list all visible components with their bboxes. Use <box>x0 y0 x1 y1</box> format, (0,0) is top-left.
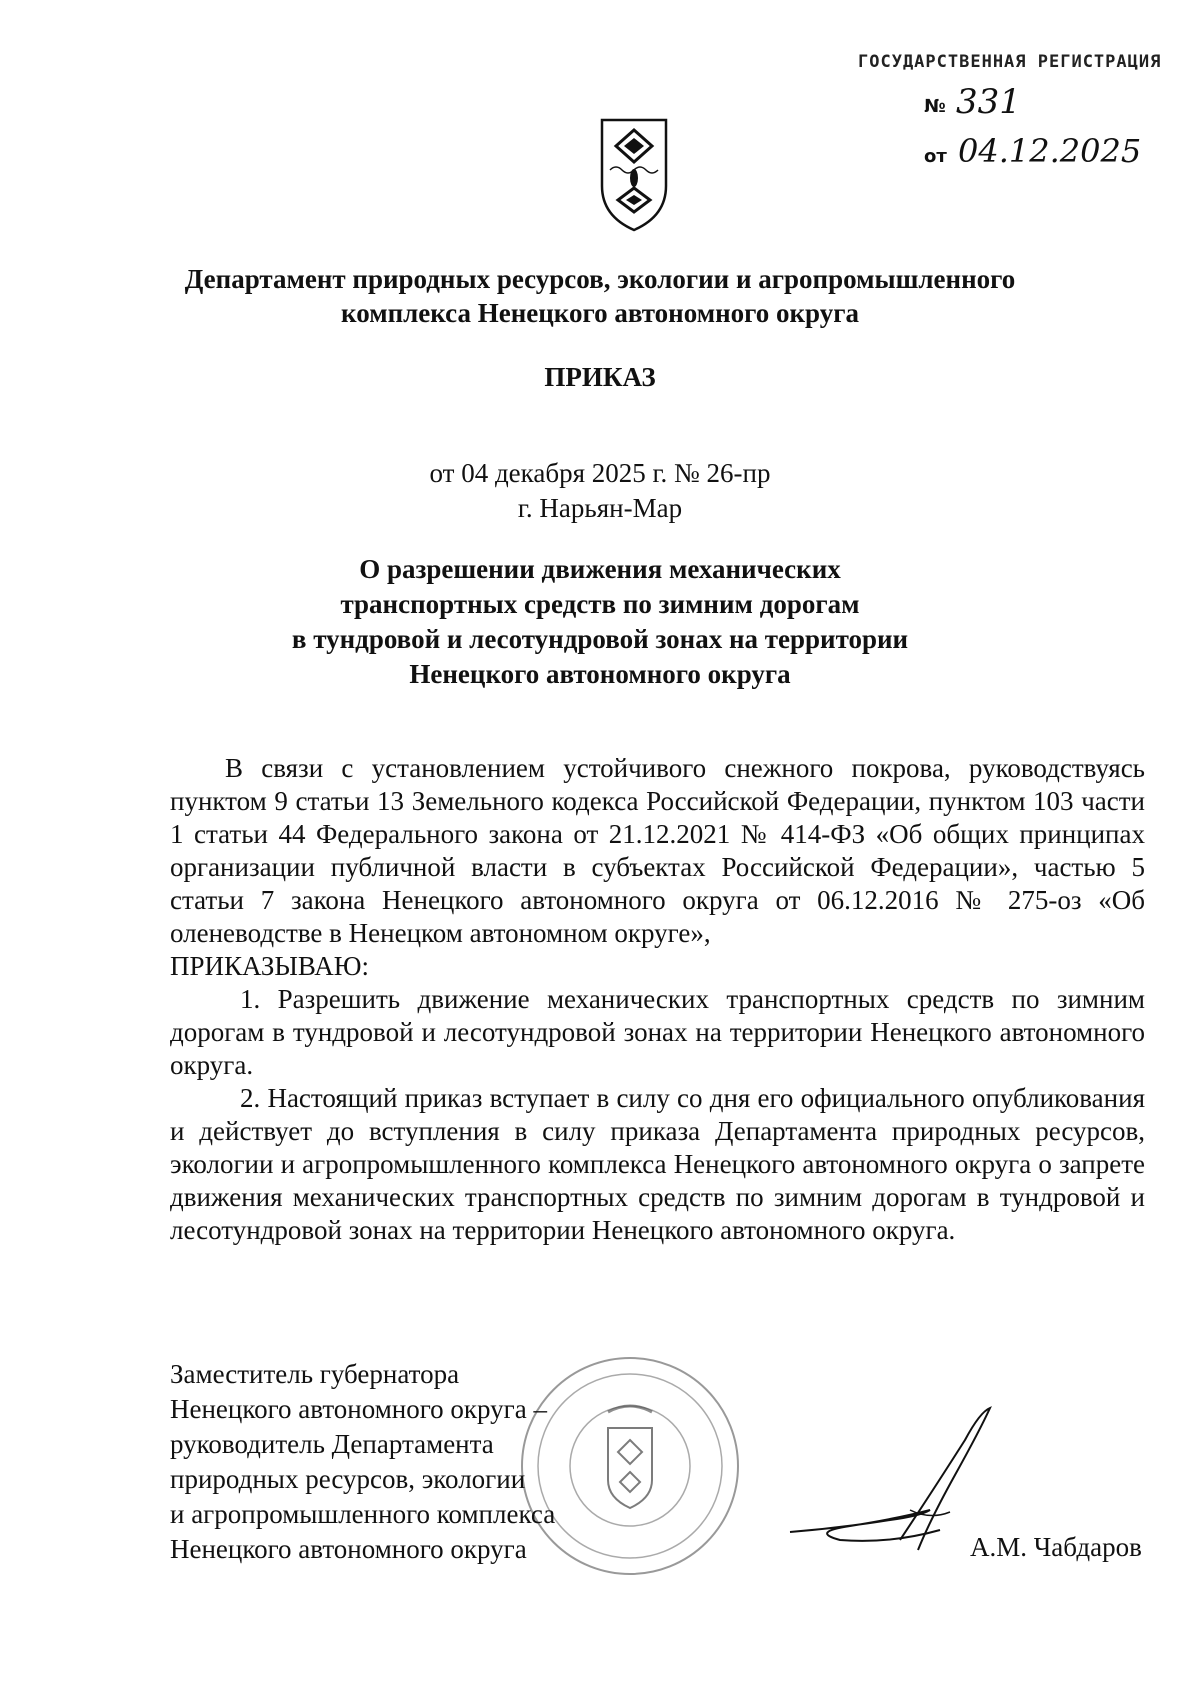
registration-number: 331 <box>956 82 1021 122</box>
order-city: г. Нарьян-Мар <box>517 493 683 523</box>
registration-date-label: от <box>924 146 947 167</box>
preamble-paragraph: В связи с установлением устойчивого снежного покрова, руководствуясь пунктом 9 статьи 13 Земельного кодекса Российской Федерации, пунктом 103 части 1 статьи 44 Федерального закона от 21.12.2021 № 414-ФЗ «Об общих принципах организации публичной власти в субъектах Российской Федерации», частью 5 статьи 7 закона Ненецкого автономного округа от 06.12.2016 № 275-оз «Об оленеводстве в Ненецком автономном округе», <box>170 753 1145 948</box>
registration-header: ГОСУДАРСТВЕННАЯ РЕГИСТРАЦИЯ <box>858 52 1162 72</box>
subject-line-1: О разрешении движения механических <box>359 554 841 584</box>
order-item-2: 2. Настоящий приказ вступает в силу со дня его официального опубликования и действует до вступления в силу приказа Департамента природных ресурсов, экологии и агропромышленного комплекса Ненецкого автономного округа о запрете движения механических транспортных средств по зимним дорогам в тундровой и лесотундровой зонах на территории Ненецкого автономного округа. <box>170 1083 1145 1245</box>
subject-line-4: Ненецкого автономного округа <box>409 659 791 689</box>
department-name <box>0 262 1200 330</box>
order-item-1: 1. Разрешить движение механических транспортных средств по зимним дорогам в тундровой и лесотундровой зонах на территории Ненецкого автономного округа. <box>170 984 1145 1080</box>
subject-line-3: в тундровой и лесотундровой зонах на территории <box>291 624 909 654</box>
subject-line-2: транспортных средств по зимним дорогам <box>340 589 860 619</box>
order-date-number: от 04 декабря 2025 г. № 26-пр <box>429 458 771 488</box>
doc-type-title: ПРИКАЗ <box>544 362 656 392</box>
signatory-name: А.М. Чабдаров <box>970 1532 1142 1562</box>
signatory-line-5: и агропромышленного комплекса <box>170 1499 556 1529</box>
department-line-1: Департамент природных ресурсов, экологии и агропромышленного <box>184 264 1016 294</box>
order-meta <box>0 456 1200 526</box>
registration-number-label: № <box>924 96 946 117</box>
department-line-2: комплекса Ненецкого автономного округа <box>341 298 859 328</box>
order-body <box>170 752 1145 1247</box>
signatory-line-4: природных ресурсов, экологии <box>170 1464 526 1494</box>
registration-date: 04.12.2025 <box>958 132 1142 170</box>
order-word: ПРИКАЗЫВАЮ: <box>170 951 369 981</box>
order-subject <box>0 552 1200 692</box>
signatory-line-3: руководитель Департамента <box>170 1429 494 1459</box>
registration-stamp <box>858 52 1178 170</box>
nao-coat-of-arms-icon <box>598 116 670 234</box>
signatory-line-1: Заместитель губернатора <box>170 1359 460 1389</box>
signatory-block <box>170 1357 555 1567</box>
signatory-line-6: Ненецкого автономного округа <box>170 1534 527 1564</box>
signatory-line-2: Ненецкого автономного округа – <box>170 1394 547 1424</box>
